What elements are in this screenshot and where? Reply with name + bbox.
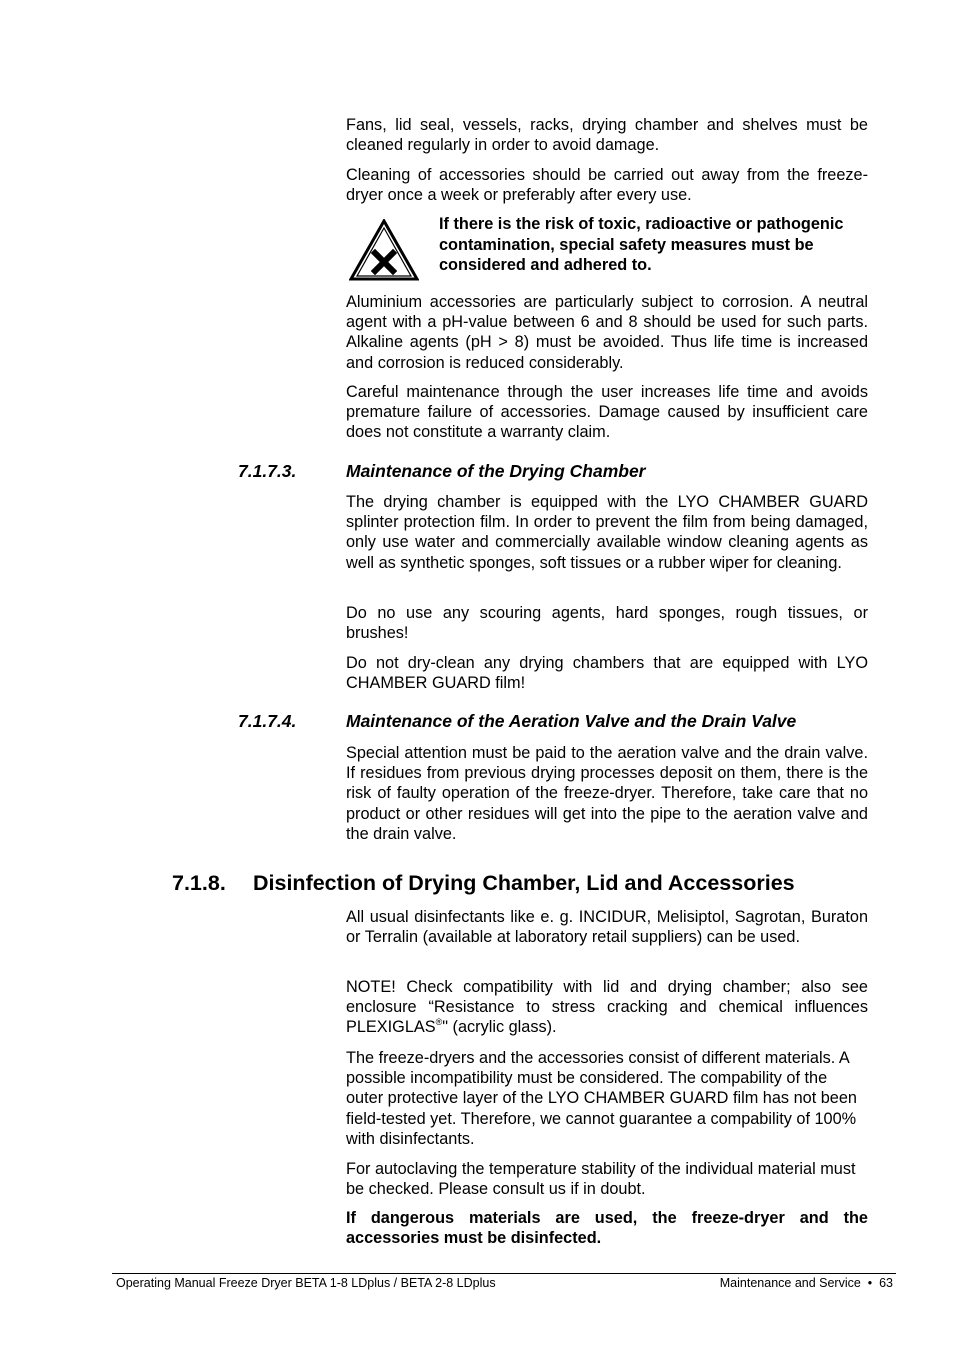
paragraph-dangerous-materials: If dangerous materials are used, the freeze-dryer and the accessories must be disinfected. bbox=[346, 1209, 868, 1248]
note-text-end: " (acrylic glass). bbox=[442, 1018, 557, 1037]
paragraph-careful-maintenance: Careful maintenance through the user increases life time and avoids premature failure of accessories. Damage caused by insufficient care does not constitute a warranty claim. bbox=[346, 383, 868, 442]
harmful-substance-warning-icon bbox=[349, 219, 419, 281]
note-text: NOTE! Check compatibility with lid and drying chamber; also see enclosure “Resistance to stress cracking and chemical influences PLEXIGLAS bbox=[346, 978, 868, 1037]
section-number-7174: 7.1.7.4. bbox=[238, 711, 297, 731]
section-title-7173: Maintenance of the Drying Chamber bbox=[346, 461, 646, 481]
paragraph-disinfectants: All usual disinfectants like e. g. INCIDUR, Melisiptol, Sagrotan, Buraton or Terralin (available at laboratory retail suppliers) can be used. bbox=[346, 908, 868, 947]
section-title-7174: Maintenance of the Aeration Valve and the Drain Valve bbox=[346, 711, 797, 731]
warning-text: If there is the risk of toxic, radioactive or pathogenic contamination, special safety measures must be considered and adhered to. bbox=[439, 215, 844, 274]
registered-mark: ® bbox=[435, 1017, 443, 1028]
section-number-718: 7.1.8. bbox=[172, 871, 226, 895]
footer-divider bbox=[112, 1273, 896, 1274]
paragraph-autoclaving: For autoclaving the temperature stability of the individual material must be checked. Please consult us if in doubt. bbox=[346, 1160, 856, 1199]
paragraph-materials: The freeze-dryers and the accessories consist of different materials. A possible incompatibility must be considered. The compability of the outer protective layer of the LYO CHAMBER GUARD film has not been field-tested yet. Therefore, we cannot guarantee a compability of 100% with disinfectants. bbox=[346, 1049, 857, 1148]
paragraph-cleaning-parts: Fans, lid seal, vessels, racks, drying chamber and shelves must be cleaned regularly in order to avoid damage. bbox=[346, 116, 868, 155]
paragraph-note-compatibility bbox=[346, 977, 868, 1038]
section-title-718: Disinfection of Drying Chamber, Lid and Accessories bbox=[253, 871, 795, 895]
paragraph-no-scouring: Do no use any scouring agents, hard sponges, rough tissues, or brushes! bbox=[346, 604, 868, 643]
paragraph-chamber-guard: The drying chamber is equipped with the LYO CHAMBER GUARD splinter protection film. In order to prevent the film from being damaged, only use water and commercially available window cleaning agents as well as synthetic sponges, soft tissues or a rubber wiper for cleaning. bbox=[346, 493, 868, 572]
footer-page-info: Maintenance and Service • 63 bbox=[719, 1276, 893, 1290]
footer-manual-title: Operating Manual Freeze Dryer BETA 1-8 LDplus / BETA 2-8 LDplus bbox=[116, 1276, 496, 1290]
paragraph-cleaning-accessories: Cleaning of accessories should be carried out away from the freeze-dryer once a week or preferably after every use. bbox=[346, 166, 868, 205]
paragraph-aeration-valve: Special attention must be paid to the aeration valve and the drain valve. If residues from previous drying processes deposit on them, there is the risk of faulty operation of the freeze-dryer. Therefore, take care that no product or other residues will get into the pipe to the aeration valve and the drain valve. bbox=[346, 744, 868, 843]
paragraph-aluminium: Aluminium accessories are particularly subject to corrosion. A neutral agent with a pH-value between 6 and 8 should be used for such parts. Alkaline agents (pH > 8) must be avoided. Thus life time is increased and corrosion is reduced considerably. bbox=[346, 293, 868, 372]
paragraph-no-dry-clean: Do not dry-clean any drying chambers that are equipped with LYO CHAMBER GUARD film! bbox=[346, 654, 868, 693]
section-number-7173: 7.1.7.3. bbox=[238, 461, 297, 481]
